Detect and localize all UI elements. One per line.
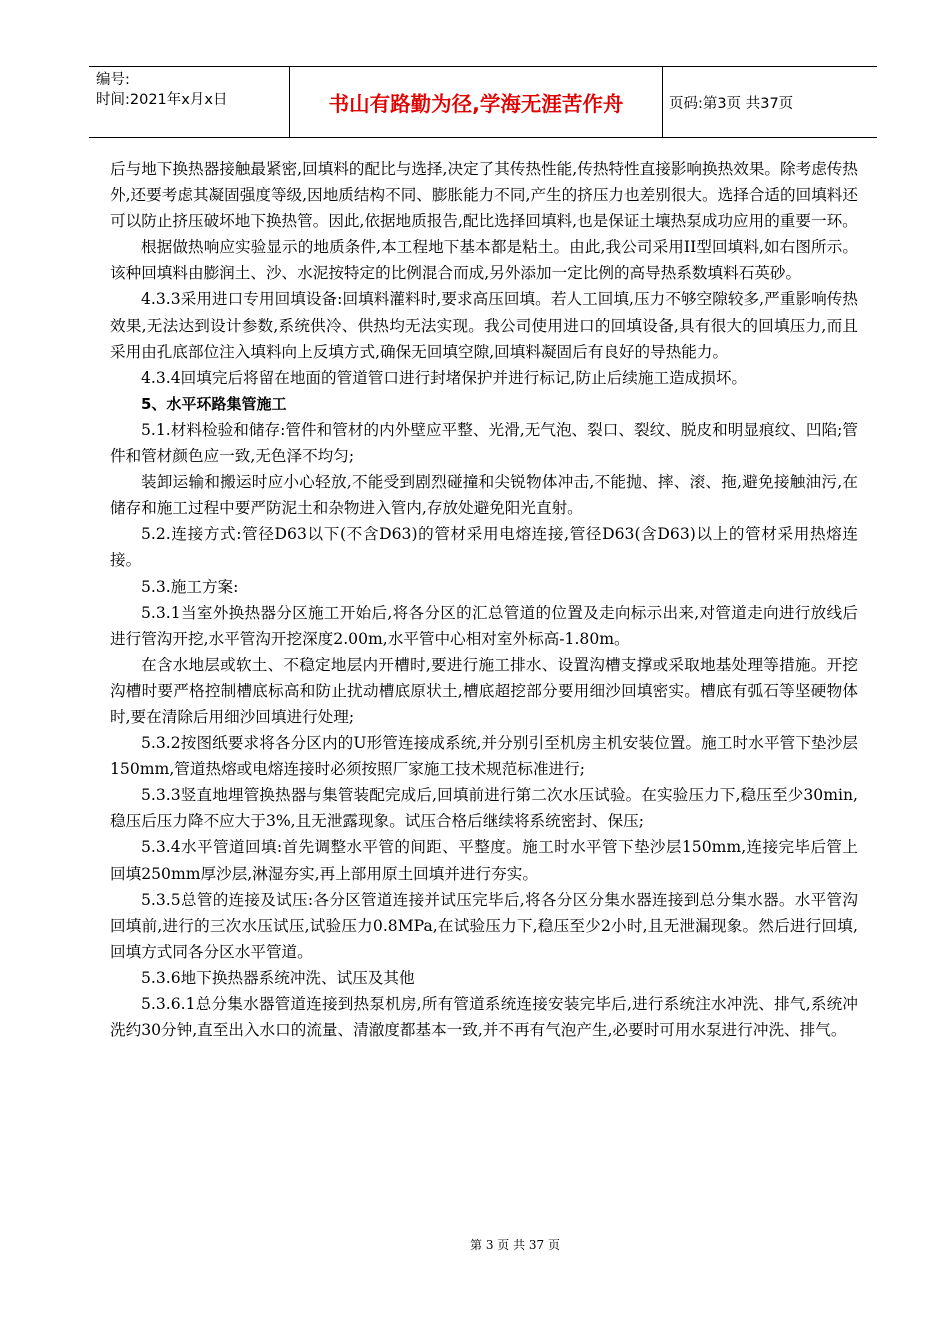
- header-motto: 书山有路勤为径,学海无涯苦作舟: [289, 67, 663, 137]
- header-page-number: 页码:第3页 共37页: [669, 95, 794, 112]
- document-time-label: 时间:2021年x月x日: [96, 92, 228, 108]
- body-paragraph: 5.3.2按图纸要求将各分区内的U形管连接成系统,并分别引至机房主机安装位置。施工时水平管下垫沙层150mm,管道热熔或电熔连接时必须按照厂家施工技术规范标准进行;: [110, 734, 858, 779]
- body-paragraph: 在含水地层或软土、不稳定地层内开槽时,要进行施工排水、设置沟槽支撑或采取地基处理等措施。开挖沟槽时要严格控制槽底标高和防止扰动槽底原状土,槽底超挖部分要用细沙回填密实。槽底有弧石等坚硬物体时,要在清除后用细沙回填进行处理;: [110, 655, 858, 726]
- body-paragraph: 根据做热响应实验显示的地质条件,本工程地下基本都是粘土。由此,我公司采用II型回填料,如右图所示。该种回填料由膨润土、沙、水泥按特定的比例混合而成,另外添加一定比例的高导热系数填料石英砂。: [110, 238, 858, 283]
- body-paragraph: 5.3.3竖直地埋管换热器与集管装配完成后,回填前进行第二次水压试验。在实验压力下,稳压至少30min,稳压后压力降不应大于3%,且无泄露现象。试压合格后继续将系统密封、保压;: [110, 786, 858, 831]
- body-paragraph: 5.2.连接方式:管径D63以下(不含D63)的管材采用电熔连接,管径D63(含D63)以上的管材采用热熔连接。: [110, 525, 858, 570]
- header-meta: [89, 67, 289, 137]
- body-paragraph: 5.3.1当室外换热器分区施工开始后,将各分区的汇总管道的位置及走向标示出来,对管道走向进行放线后进行管沟开挖,水平管沟开挖深度2.00m,水平管中心相对室外标高-1.80m。: [110, 603, 858, 648]
- page-footer: 第 3 页 共 37 页: [470, 1238, 560, 1252]
- body-paragraph: 4.3.3采用进口专用回填设备:回填料灌料时,要求高压回填。若人工回填,压力不够空隙较多,严重影响传热效果,无法达到设计参数,系统供冷、供热均无法实现。我公司使用进口的回填设备,具有很大的回填压力,而且采用由孔底部位注入填料向上反填方式,确保无回填空隙,回填料凝固后有良好的导热能力。: [110, 290, 858, 361]
- document-number-label: 编号:: [96, 72, 130, 88]
- body-paragraph: 5.3.6地下换热器系统冲洗、试压及其他: [141, 968, 415, 987]
- body-paragraph: 后与地下换热器接触最紧密,回填料的配比与选择,决定了其传热性能,传热特性直接影响换热效果。除考虑传热外,还要考虑其凝固强度等级,因地质结构不同、膨胀能力不同,产生的挤压力也差别很大。选择合适的回填料还可以防止挤压破坏地下换热管。因此,依据地质报告,配比选择回填料,也是保证土壤热泵成功应用的重要一环。: [110, 160, 858, 231]
- body-paragraph: 5.3.4水平管道回填:首先调整水平管的间距、平整度。施工时水平管下垫沙层150mm,连接完毕后管上回填250mm厚沙层,淋湿夯实,再上部用原土回填并进行夯实。: [110, 838, 858, 883]
- section-heading: 5、水平环路集管施工: [141, 394, 287, 413]
- body-paragraph: 4.3.4回填完后将留在地面的管道管口进行封堵保护并进行标记,防止后续施工造成损坏。: [141, 368, 748, 387]
- document-body: [110, 156, 858, 1043]
- body-paragraph: 装卸运输和搬运时应小心轻放,不能受到剧烈碰撞和尖锐物体冲击,不能抛、摔、滚、拖,避免接触油污,在储存和施工过程中要严防泥土和杂物进入管内,存放处避免阳光直射。: [110, 473, 858, 518]
- body-paragraph: 5.1.材料检验和储存:管件和管材的内外壁应平整、光滑,无气泡、裂口、裂纹、脱皮和明显痕纹、凹陷;管件和管材颜色应一致,无色泽不均匀;: [110, 420, 858, 466]
- body-paragraph: 5.3.6.1总分集水器管道连接到热泵机房,所有管道系统连接安装完毕后,进行系统注水冲洗、排气,系统冲洗约30分钟,直至出入水口的流量、清澈度都基本一致,并不再有气泡产生,必要时可用水泵进行冲洗、排气。: [110, 995, 858, 1040]
- body-paragraph: 5.3.施工方案:: [141, 577, 239, 596]
- body-paragraph: 5.3.5总管的连接及试压:各分区管道连接并试压完毕后,将各分区分集水器连接到总分集水器。水平管沟回填前,进行的三次水压试压,试验压力0.8MPa,在试验压力下,稳压至少2小时,且无泄漏现象。然后进行回填,回填方式同各分区水平管道。: [110, 890, 858, 961]
- page-header: [89, 66, 877, 138]
